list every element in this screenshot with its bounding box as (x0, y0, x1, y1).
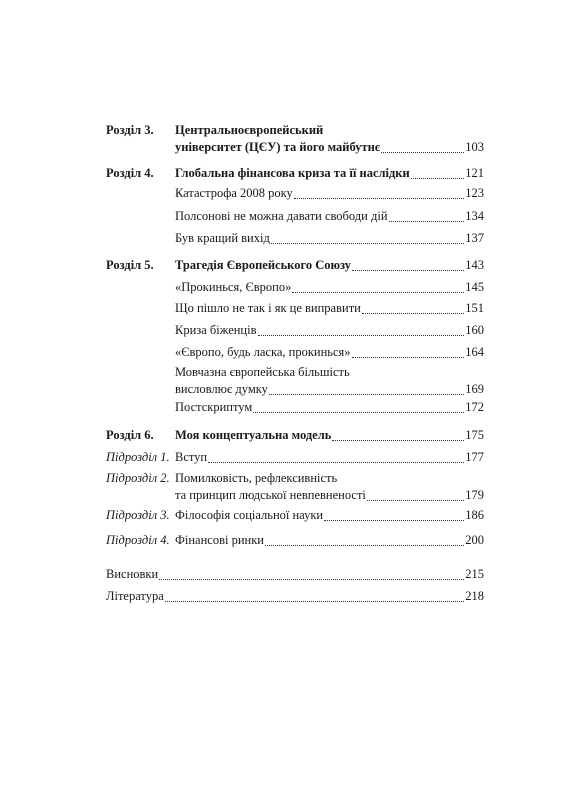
toc-entry-title: висловлює думку (175, 382, 268, 396)
toc-page-number: 218 (465, 589, 484, 603)
toc-entry-title: Полсонові не можна давати свободи дій (175, 209, 388, 223)
toc-entry-title: Криза біженців (175, 323, 257, 337)
dot-leader (159, 578, 464, 580)
toc-entry-title: університет (ЦЄУ) та його майбутнє (175, 140, 381, 154)
toc-page-number: 172 (465, 400, 484, 414)
toc-entry-title: Література (106, 589, 164, 603)
dot-leader (332, 439, 464, 441)
toc-page-number: 134 (465, 209, 484, 223)
toc-entry-title: Глобальна фінансова криза та її наслідки (175, 166, 410, 180)
dot-leader (324, 519, 464, 521)
dot-leader (208, 461, 464, 463)
toc-section-label: Підрозділ 4. (106, 533, 170, 547)
toc-entry-title: Постскриптум (175, 400, 253, 414)
dot-leader (265, 544, 464, 546)
toc-page-number: 186 (465, 508, 484, 522)
dot-leader (367, 499, 464, 501)
toc-entry-title: Вступ (175, 450, 208, 464)
dot-leader (253, 411, 464, 413)
toc-page-number: 123 (465, 186, 484, 200)
toc-page-number: 121 (465, 166, 484, 180)
toc-section-label: Підрозділ 2. (106, 471, 170, 485)
toc-page-number: 215 (465, 567, 484, 581)
toc-page-number: 164 (465, 345, 484, 359)
toc-page-number: 175 (465, 428, 484, 442)
toc-page-number: 179 (465, 488, 484, 502)
toc-page-number: 145 (465, 280, 484, 294)
dot-leader (411, 177, 465, 179)
toc-section-label: Розділ 6. (106, 428, 154, 442)
toc-entry-title: «Прокинься, Європо» (175, 280, 292, 294)
dot-leader (269, 393, 464, 395)
toc-page-number: 160 (465, 323, 484, 337)
dot-leader (258, 334, 465, 336)
toc-entry-title: Висновки (106, 567, 159, 581)
toc-page-number: 200 (465, 533, 484, 547)
toc-page-number: 177 (465, 450, 484, 464)
toc-section-label: Розділ 4. (106, 166, 154, 180)
toc-entry-title: Був кращий вихід (175, 231, 270, 245)
toc-entry-title: Помилковість, рефлексивність (175, 471, 338, 485)
dot-leader (294, 197, 464, 199)
toc-page-number: 151 (465, 301, 484, 315)
dot-leader (381, 151, 464, 153)
toc-section-label: Розділ 3. (106, 123, 154, 137)
toc-page-number: 143 (465, 258, 484, 272)
dot-leader (352, 356, 465, 358)
toc-entry-title: «Європо, будь ласка, прокинься» (175, 345, 351, 359)
dot-leader (362, 312, 464, 314)
toc-section-label: Підрозділ 3. (106, 508, 170, 522)
dot-leader (271, 242, 464, 244)
toc-page-number: 169 (465, 382, 484, 396)
toc-entry-title: Філософія соціальної науки (175, 508, 324, 522)
toc-entry-title: Фінансові ринки (175, 533, 264, 547)
toc-entry-title: Що пішло не так і як це виправити (175, 301, 361, 315)
toc-section-label: Підрозділ 1. (106, 450, 170, 464)
dot-leader (389, 220, 465, 222)
toc-entry-title: Мовчазна європейська більшість (175, 365, 350, 379)
toc-entry-title: Моя концептуальна модель (175, 428, 332, 442)
dot-leader (292, 291, 464, 293)
toc-page-number: 103 (465, 140, 484, 154)
toc-entry-title: та принцип людської невпевненості (175, 488, 366, 502)
toc-page-number: 137 (465, 231, 484, 245)
toc-entry-title: Трагедія Європейського Союзу (175, 258, 352, 272)
toc-entry-title: Центральноєвропейський (175, 123, 324, 137)
toc-section-label: Розділ 5. (106, 258, 154, 272)
toc-entry-title: Катастрофа 2008 року (175, 186, 293, 200)
dot-leader (352, 269, 464, 271)
dot-leader (165, 600, 464, 602)
